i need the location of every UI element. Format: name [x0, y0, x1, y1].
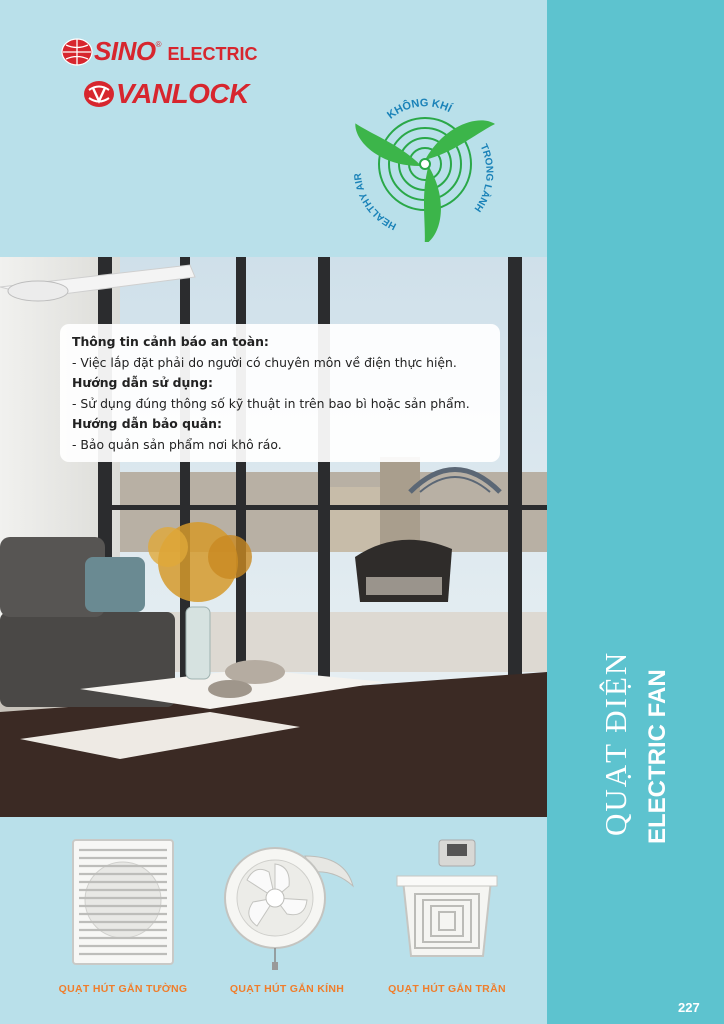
- product-ceiling-fan: [382, 836, 512, 995]
- product-caption: QUẠT HÚT GẮN TRẦN: [388, 983, 506, 995]
- sino-globe-icon: [60, 37, 94, 67]
- window-exhaust-fan-icon: [217, 836, 357, 972]
- storage-heading: Hướng dẫn bảo quản:: [72, 416, 222, 431]
- page-number: 227: [678, 1000, 700, 1015]
- usage-heading: Hướng dẫn sử dụng:: [72, 375, 213, 390]
- product-window-fan: [212, 836, 362, 995]
- section-title: [598, 392, 688, 844]
- ceiling-exhaust-fan-icon: [387, 836, 507, 972]
- leaf-fan-icon: [345, 82, 505, 242]
- electric-wordmark: ELECTRIC: [167, 44, 258, 64]
- section-title-en: ELECTRIC FAN: [644, 669, 671, 844]
- svg-text:TRONG LÀNH: [472, 143, 495, 214]
- sino-electric-logo: [60, 36, 257, 67]
- registered-mark: ®: [155, 40, 162, 49]
- vanlock-logo: [82, 78, 249, 110]
- badge-left-text: HEALTHY AIR: [352, 172, 399, 232]
- safety-line: - Việc lắp đặt phải do người có chuyên môn về điện thực hiện.: [72, 354, 457, 370]
- product-caption: QUẠT HÚT GẮN KÍNH: [229, 983, 345, 995]
- product-caption: QUẠT HÚT GẮN TƯỜNG: [58, 983, 188, 995]
- svg-text:HEALTHY AIR: [353, 172, 399, 232]
- healthy-air-badge: [345, 82, 505, 242]
- storage-line: - Bảo quản sản phẩm nơi khô ráo.: [72, 436, 282, 452]
- badge-right-text: TRONG LÀNH: [471, 142, 495, 214]
- usage-line: - Sử dụng đúng thông số kỹ thuật in trên bao bì hoặc sản phẩm.: [72, 395, 470, 411]
- safety-heading: Thông tin cảnh báo an toàn:: [72, 334, 269, 349]
- vanlock-emblem-icon: [82, 79, 116, 109]
- product-wall-fan: [54, 836, 192, 995]
- wall-exhaust-fan-icon: [67, 836, 179, 972]
- safety-notice-box: [60, 324, 500, 462]
- vanlock-wordmark: VANLOCK: [116, 78, 249, 109]
- sino-wordmark: SINO: [94, 36, 156, 66]
- badge-top-text: KHÔNG KHÍ: [385, 97, 454, 122]
- section-title-vi: QUẠT ĐIỆN: [598, 650, 633, 836]
